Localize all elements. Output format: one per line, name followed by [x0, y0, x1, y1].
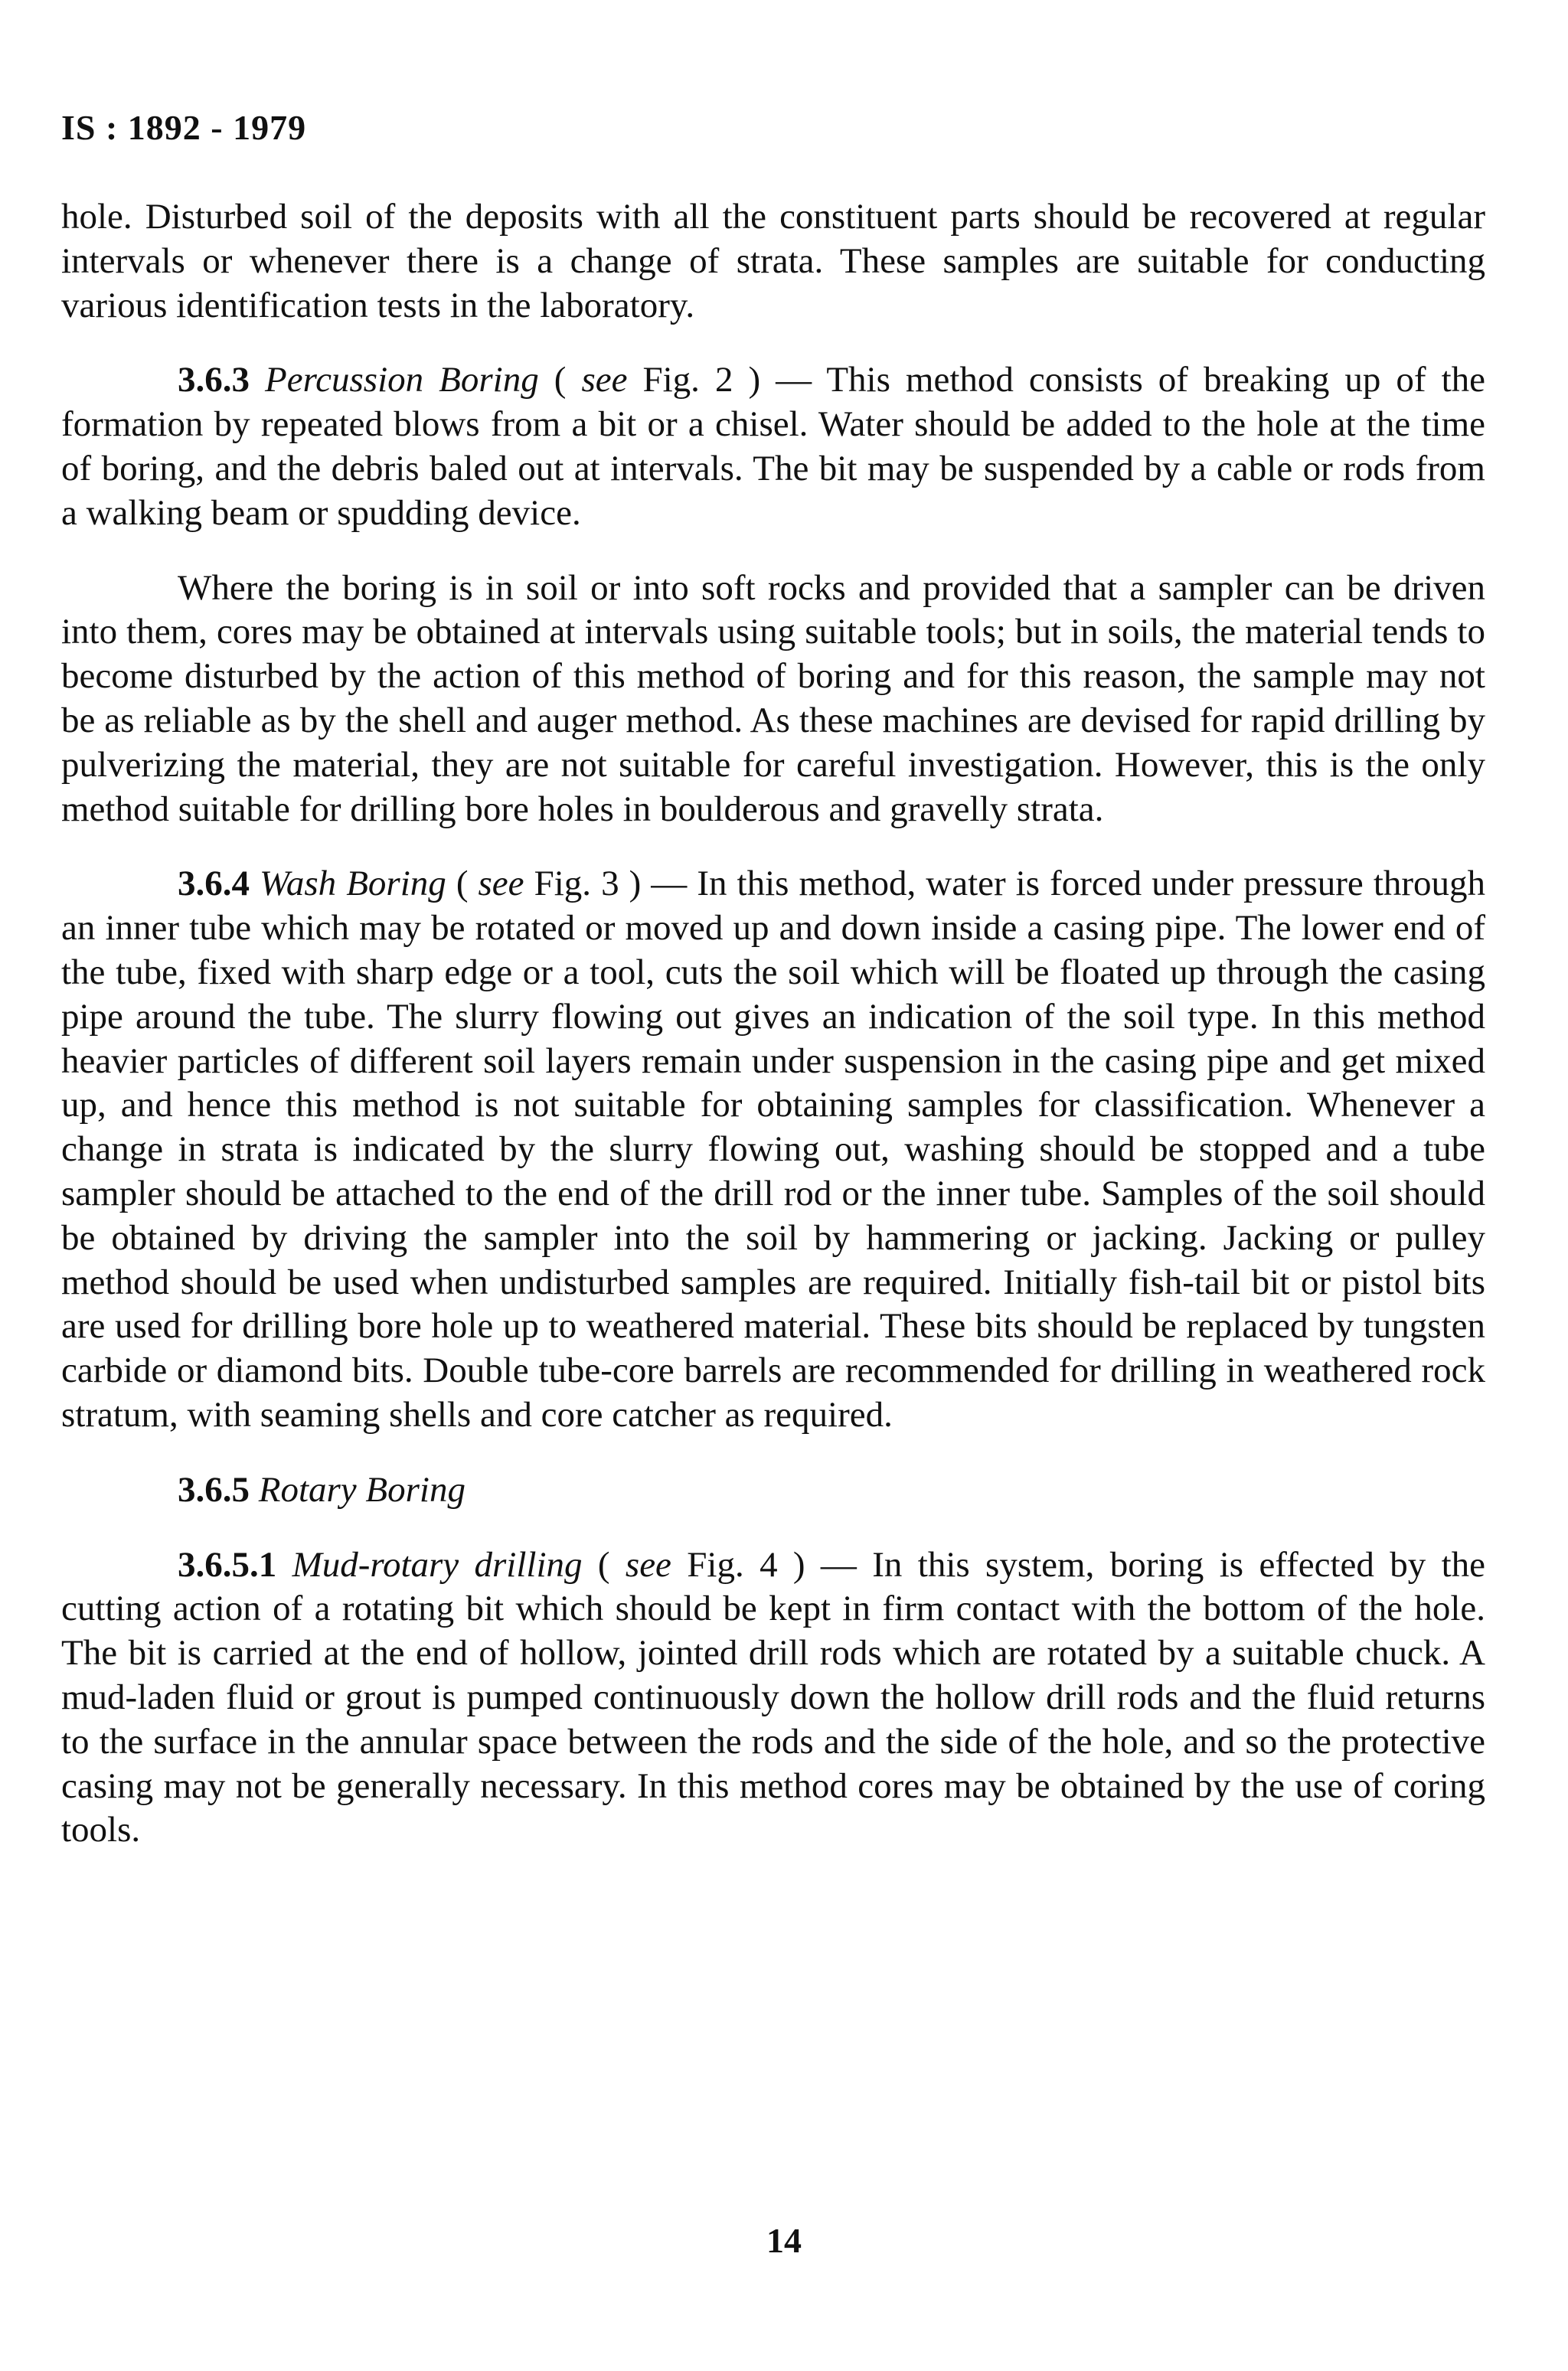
section-3-6-5 — [61, 1468, 1485, 1513]
see-reference: see — [625, 1544, 671, 1585]
section-title: Percussion Boring — [265, 360, 539, 400]
figure-reference: Fig. 3 — [534, 864, 619, 904]
section-number: 3.6.3 — [178, 360, 250, 400]
section-3-6-5-1: 3.6.5.1 Mud-rotary drilling ( see Fig. 4 ) — In this system, boring is effected by the cutting action of a rotating bit which should be kept in firm contact with the bottom of the hole. The bit is carried at the end of hollow, jointed drill rods which are rotated by a suitable chuck. A mud-laden fluid or grout is pumped continuously down the hollow drill rods and the fluid returns to the surface in the annular space between the rods and the side of the hole, and so the protective casing may not be generally necessary. In this method cores may be obtained by the use of coring tools. — [61, 1544, 1486, 1850]
see-reference: see — [581, 360, 628, 400]
section-number: 3.6.5 — [178, 1469, 250, 1510]
figure-reference: Fig. 4 — [687, 1544, 778, 1585]
standard-header: IS : 1892 - 1979 — [61, 108, 307, 147]
section-title: Wash Boring — [260, 864, 446, 904]
paragraph-continuation — [61, 195, 1485, 328]
section-title: Mud-rotary drilling — [292, 1544, 583, 1585]
section-number: 3.6.4 — [178, 864, 250, 904]
section-title: Rotary Boring — [258, 1469, 466, 1510]
section-3-6-4: 3.6.4 Wash Boring ( see Fig. 3 ) — In this method, water is forced under pressure through an inner tube which may be rotated or moved up and down inside a casing pipe. The lower end of the tube, fixed with sharp edge or a tool, cuts the soil which will be floated up through the casing pipe around the tube. The slurry flowing out gives an indication of the soil type. In this method heavier particles of different soil layers remain under suspension in the casing pipe and get mixed up, and hence this method is not suitable for obtaining samples for classification. Whenever a change in strata is indicated by the slurry flowing out, washing should be stopped and a tube sampler should be attached to the end of the drill rod or the inner tube. Samples of the soil should be obtained by driving the sampler into the soil by hammering or jacking. Jacking or pulley method should be used when undisturbed samples are required. Initially fish-tail bit or pistol bits are used for drilling bore hole up to weathered material. These bits should be replaced by tungsten carbide or diamond bits. Double tube-core barrels are recommended for drilling in weathered rock stratum, with seaming shells and core catcher as required. — [61, 864, 1486, 1435]
section-text: In this system, boring is effected by the cutting action of a rotating bit which should be kept in firm contact with the bottom of the hole. The bit is carried at the end of hollow, jointed drill rods which are rotated by a suitable chuck. A mud-laden fluid or grout is pumped continuously down the hollow drill rods and the fluid returns to the surface in the annular space between the rods and the side of the hole, and so the protective casing may not be generally necessary. In this method cores may be obtained by the use of coring tools. — [61, 1544, 1486, 1850]
page-number: 14 — [766, 2221, 802, 2260]
section-text: In this method, water is forced under pressure through an inner tube which may be rotated or moved up and down inside a casing pipe. The lower end of the tube, fixed with sharp edge or a tool, cuts the soil which will be floated up through the casing pipe around the tube. The slurry flowing out gives an indication of the soil type. In this method heavier particles of different soil layers remain under suspension in the casing pipe and get mixed up, and hence this method is not suitable for obtaining samples for classification. Whenever a change in strata is indicated by the slurry flowing out, washing should be stopped and a tube sampler should be attached to the end of the drill rod or the inner tube. Samples of the soil should be obtained by driving the sampler into the soil by hammering or jacking. Jacking or pulley method should be used when undisturbed samples are required. Initially fish-tail bit or pistol bits are used for drilling bore hole up to weathered material. These bits should be replaced by tungsten carbide or diamond bits. Double tube-core barrels are recommended for drilling in weathered rock stratum, with seaming shells and core catcher as required. — [61, 864, 1486, 1435]
paragraph-3-6-3-continued — [61, 567, 1485, 832]
section-3-6-3: 3.6.3 Percussion Boring ( see Fig. 2 ) — This method consists of breaking up of the formation by repeated blows from a bit or a chisel. Water should be added to the hole at the time of boring, and the debris baled out at intervals. The bit may be suspended by a cable or rods from a walking beam or spudding device. — [61, 360, 1486, 533]
section-text: This method consists of breaking up of the formation by repeated blows from a bit or a chisel. Water should be added to the hole at the time of boring, and the debris baled out at intervals. The bit may be suspended by a cable or rods from a walking beam or spudding device. — [61, 360, 1486, 533]
document-page — [61, 107, 1485, 1883]
paragraph-text: Where the boring is in soil or into soft rocks and provided that a sampler can be driven into them, cores may be obtained at intervals using suitable tools; but in soils, the material tends to become disturbed by the action of this method of boring and for this reason, the sample may not be as reliable as by the shell and auger method. As these machines are devised for rapid drilling by pulverizing the material, they are not suitable for careful investigation. However, this is the only method suitable for drilling bore holes in boulderous and gravelly strata. — [61, 567, 1485, 829]
section-number: 3.6.5.1 — [178, 1544, 277, 1585]
paragraph-text: hole. Disturbed soil of the deposits with all the constituent parts should be recovered at regular intervals or whenever there is a change of strata. These samples are suitable for conducting various identification tests in the laboratory. — [61, 197, 1485, 325]
figure-reference: Fig. 2 — [642, 360, 733, 400]
see-reference: see — [478, 864, 524, 904]
